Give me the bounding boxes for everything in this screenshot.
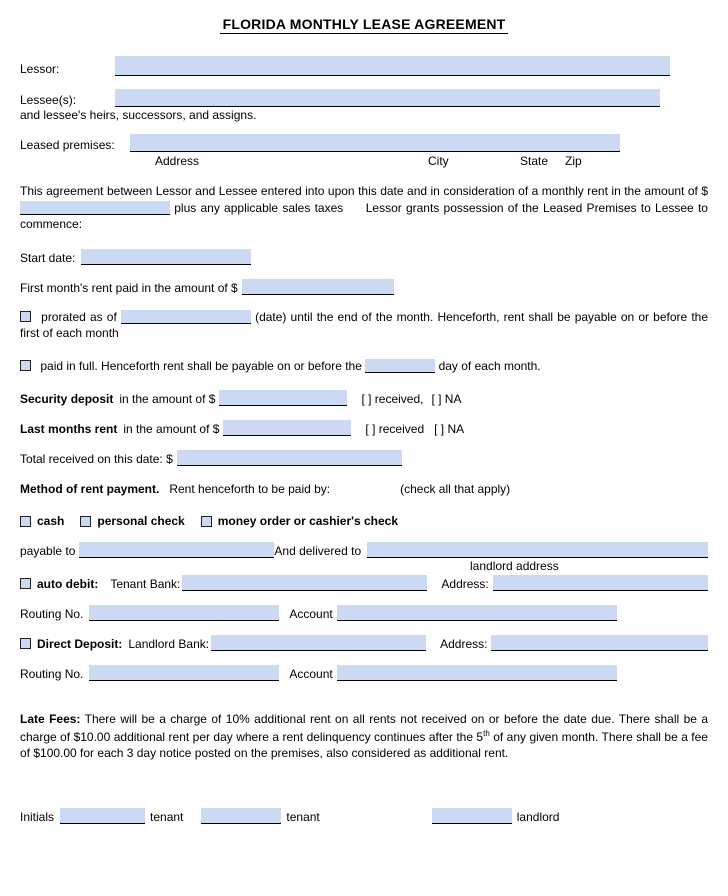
lessor-row (20, 56, 708, 76)
premises-label: Leased premises: (20, 138, 115, 152)
method-label: Method of rent payment. (20, 482, 160, 497)
last-month-row (20, 420, 708, 436)
start-date-row (20, 249, 708, 265)
direct-deposit-label: Direct Deposit: (37, 637, 123, 652)
premises-row (20, 134, 708, 152)
intro-text-2: plus any applicable sales taxes (174, 200, 344, 215)
initials-row (20, 808, 708, 824)
payable-row (20, 542, 708, 558)
delivered-to-input[interactable] (367, 542, 708, 558)
first-month-input[interactable] (242, 279, 394, 295)
auto-debit-address-label: Address: (441, 577, 489, 592)
last-month-amount-label: in the amount of $ (123, 422, 220, 437)
total-received-row (20, 450, 708, 466)
late-fees-text-2: of any given month. There shall be a fee of $100.00 for each 3 day notice posted on the premises, also considered as additional rent. (20, 729, 708, 761)
cash-checkbox[interactable] (20, 516, 31, 527)
security-na-option[interactable]: [ ] NA (431, 392, 462, 407)
tenant2-initials-input[interactable] (201, 808, 281, 824)
last-month-label: Last months rent (20, 422, 118, 437)
premises-input[interactable] (130, 134, 620, 152)
heirs-note: and lessee's heirs, successors, and assigns. (20, 108, 257, 122)
landlord-bank-address-input[interactable] (491, 635, 708, 651)
lessor-input[interactable] (115, 56, 670, 76)
direct-routing-label: Routing No. (20, 667, 84, 682)
money-order-checkbox[interactable] (201, 516, 212, 527)
direct-deposit-checkbox[interactable] (20, 638, 31, 649)
tenant1-initials-input[interactable] (60, 808, 145, 824)
start-date-input[interactable] (81, 249, 251, 265)
payable-to-input[interactable] (79, 542, 274, 558)
money-order-label: money order or cashier's check (217, 514, 399, 529)
form-title: FLORIDA MONTHLY LEASE AGREEMENT (220, 16, 509, 34)
security-deposit-row (20, 390, 708, 406)
security-amount-label: in the amount of $ (119, 392, 216, 407)
landlord-initials-input[interactable] (432, 808, 512, 824)
total-received-label: Total received on this date: $ (20, 452, 173, 467)
late-fees-text-1: There will be a charge of 10% additional rent on all rents not received on or before the date due. There shall be a charge of $10.00 additional rent per day where a rent delinquency continues after the 5 (20, 712, 708, 744)
landlord-bank-input[interactable] (211, 635, 426, 651)
intro-text-1: This agreement between Lessor and Lessee entered into upon this date and in consideration of a monthly rent in the amount of $ (20, 184, 708, 198)
method-row (20, 482, 708, 496)
first-month-row (20, 279, 708, 295)
landlord-address-note: landlord address (470, 559, 559, 574)
tenant-bank-label: Tenant Bank: (110, 577, 181, 592)
auto-account-input[interactable] (337, 605, 617, 621)
zip-label: Zip (565, 154, 582, 168)
late-fees-label: Late Fees: (20, 712, 81, 727)
last-month-na-option[interactable]: [ ] NA (434, 422, 465, 437)
paid-full-text-2: day of each month. (438, 358, 541, 373)
tenant1-label: tenant (150, 809, 184, 824)
landlord-label: landlord (516, 809, 560, 824)
tenant2-label: tenant (286, 809, 320, 824)
prorated-label: prorated as of (41, 309, 117, 324)
payment-day-input[interactable] (365, 359, 435, 373)
security-deposit-input[interactable] (219, 390, 347, 406)
intro-text-3: Lessor grants possession of the Leased Premises to Lessee to commence: (20, 200, 708, 232)
state-label: State (520, 154, 549, 168)
prorated-date-input[interactable] (121, 310, 251, 324)
auto-account-label: Account (289, 607, 333, 622)
initials-label: Initials (20, 809, 55, 824)
security-deposit-label: Security deposit (20, 392, 114, 407)
total-received-input[interactable] (177, 450, 402, 466)
prorated-checkbox[interactable] (20, 311, 31, 322)
security-received-option[interactable]: [ ] received, (361, 392, 424, 407)
cash-label: cash (37, 514, 65, 529)
late-fees-superscript: th (483, 728, 490, 738)
auto-routing-label: Routing No. (20, 607, 84, 622)
landlord-bank-label: Landlord Bank: (128, 637, 210, 652)
direct-deposit-routing-row (20, 665, 708, 681)
direct-account-input[interactable] (337, 665, 617, 681)
prorated-text: (date) until the end of the month. Henceforth, rent shall be payable on or before the first of each month (20, 309, 709, 341)
address-label: Address (155, 154, 200, 168)
city-label: City (428, 154, 449, 168)
last-month-received-option[interactable]: [ ] received (365, 422, 425, 437)
auto-debit-routing-row (20, 605, 708, 621)
paid-full-checkbox[interactable] (20, 360, 31, 371)
direct-account-label: Account (289, 667, 333, 682)
tenant-bank-address-input[interactable] (493, 575, 708, 591)
paid-full-text-1: paid in full. Henceforth rent shall be payable on or before the (40, 358, 362, 373)
lessee-input[interactable] (115, 89, 660, 107)
direct-routing-input[interactable] (89, 665, 279, 681)
lessor-label: Lessor: (20, 62, 60, 76)
auto-debit-checkbox[interactable] (20, 578, 31, 589)
delivered-to-label: And delivered to (274, 544, 362, 559)
lessee-label: Lessee(s): (20, 93, 77, 107)
payment-options-row (20, 514, 708, 528)
premises-sublabels (20, 152, 708, 169)
direct-deposit-address-label: Address: (440, 637, 488, 652)
start-date-label: Start date: (20, 250, 76, 265)
personal-check-label: personal check (97, 514, 185, 529)
prorated-clause (20, 309, 708, 342)
auto-debit-label: auto debit: (37, 577, 99, 592)
auto-routing-input[interactable] (89, 605, 279, 621)
intro-paragraph (20, 183, 708, 233)
tenant-bank-input[interactable] (182, 575, 427, 591)
last-month-input[interactable] (223, 420, 351, 436)
paid-full-clause (20, 358, 708, 375)
lessee-row (20, 89, 708, 107)
method-text: Rent henceforth to be paid by: (169, 482, 331, 497)
header (20, 16, 708, 34)
auto-debit-row (20, 575, 708, 591)
payable-to-label: payable to (20, 544, 76, 559)
monthly-rent-input[interactable] (20, 201, 170, 215)
direct-deposit-row (20, 635, 708, 651)
first-month-label: First month's rent paid in the amount of $ (20, 280, 238, 295)
check-all-hint: (check all that apply) (400, 482, 511, 497)
personal-check-checkbox[interactable] (80, 516, 91, 527)
late-fees-paragraph (20, 711, 708, 762)
